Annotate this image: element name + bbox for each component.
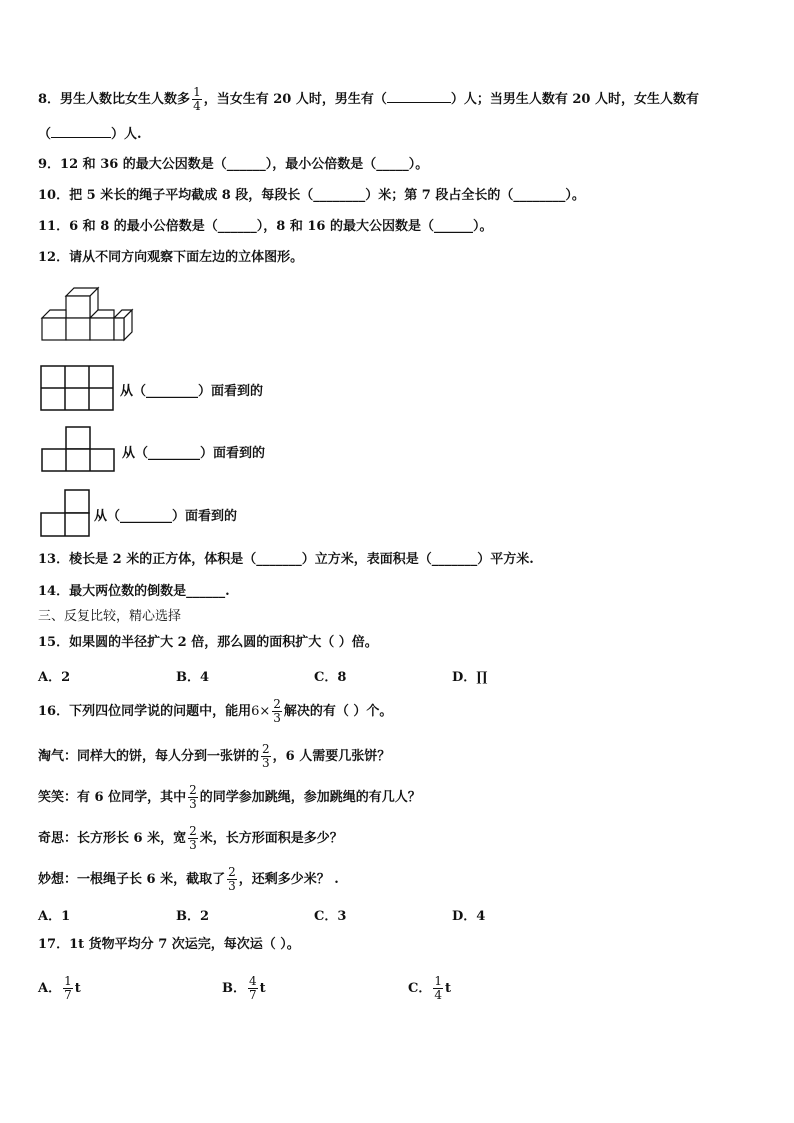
statement-text: 妙想：一根绳子长 6 米，截取了 — [38, 872, 226, 887]
answer-blank[interactable] — [51, 124, 111, 138]
question-8-line2 — [38, 124, 142, 144]
numerator: 2 — [273, 697, 281, 711]
fraction — [192, 86, 202, 113]
fraction — [227, 866, 237, 893]
statement-text: ，6 人需要几张饼？ — [272, 749, 391, 764]
view-grid-2 — [40, 426, 116, 472]
statement-text: 淘气：同样大的饼，每人分到一张饼的 — [38, 749, 260, 764]
question-text: 男生人数比女生人数多 — [60, 92, 191, 107]
statement-text: 米，长方形面积是多少？ — [199, 831, 343, 846]
section-heading: 三、反复比较，精心选择 — [38, 609, 182, 624]
question-13: 13．棱长是 2 米的正方体，体积是（_______）立方米，表面积是（_______）平方米. — [38, 552, 534, 567]
numerator: 4 — [249, 974, 257, 988]
answer-blank[interactable] — [387, 89, 451, 103]
fraction — [63, 975, 73, 1002]
view-label-1: 从（________）面看到的 — [120, 384, 264, 399]
question-text: ）人；当男生人数有 20 人时，女生人数有 — [450, 92, 700, 107]
option-b[interactable]: B．2 — [176, 909, 210, 924]
unit: t — [259, 981, 266, 996]
fraction — [433, 975, 443, 1002]
question-text: 16．下列四位同学说的问题中，能用 — [38, 704, 252, 719]
denominator: 7 — [249, 988, 257, 1002]
numerator: 1 — [64, 974, 72, 988]
question-17: 17．1t 货物平均分 7 次运完，每次运（ ）。 — [38, 937, 300, 952]
numerator: 1 — [434, 974, 442, 988]
fraction — [261, 743, 271, 770]
statement-text: 奇思：长方形长 6 米，宽 — [38, 831, 187, 846]
option-a[interactable] — [38, 975, 81, 1002]
question-12-title: 12．请从不同方向观察下面左边的立体图形。 — [38, 250, 304, 265]
view-label-2: 从（________）面看到的 — [122, 446, 266, 461]
denominator: 3 — [189, 797, 197, 811]
question-15: 15．如果圆的半径扩大 2 倍，那么圆的面积扩大（ ）倍。 — [38, 635, 378, 650]
question-text: ，当女生有 20 人时，男生有（ — [203, 92, 387, 107]
denominator: 3 — [228, 879, 236, 893]
view-grid-1 — [40, 365, 114, 411]
numerator: 2 — [189, 783, 197, 797]
option-a[interactable]: A．1 — [38, 909, 71, 924]
numerator: 2 — [189, 824, 197, 838]
cube-stack-figure — [40, 286, 136, 344]
option-b[interactable] — [222, 975, 266, 1002]
question-text: 解决的有（ ）个。 — [283, 704, 393, 719]
statement-qisi — [38, 825, 343, 852]
statement-text: ，还剩多少米？ . — [238, 872, 339, 887]
question-number: 8． — [38, 92, 61, 107]
option-letter: C． — [408, 981, 432, 996]
statement-taoqi — [38, 743, 390, 770]
option-d[interactable]: D．4 — [452, 909, 486, 924]
unit: t — [445, 981, 452, 996]
fraction — [188, 784, 198, 811]
option-a[interactable]: A．2 — [38, 670, 71, 685]
option-d[interactable]: D．∏ — [452, 670, 488, 685]
option-c[interactable]: C．3 — [314, 909, 347, 924]
question-16 — [38, 698, 392, 725]
denominator: 3 — [189, 838, 197, 852]
question-14: 14．最大两位数的倒数是______. — [38, 584, 230, 599]
option-letter: A． — [38, 981, 62, 996]
option-letter: B． — [222, 981, 246, 996]
denominator: 3 — [273, 711, 281, 725]
denominator: 7 — [64, 988, 72, 1002]
statement-text: 笑笑：有 6 位同学，其中 — [38, 790, 187, 805]
denominator: 4 — [193, 99, 201, 113]
numerator: 2 — [262, 742, 270, 756]
option-b[interactable]: B．4 — [176, 670, 210, 685]
denominator: 3 — [262, 756, 270, 770]
statement-xiaoxiao — [38, 784, 421, 811]
math-expression: 6× — [251, 704, 271, 719]
statement-miaoxiang — [38, 866, 339, 893]
option-c[interactable] — [408, 975, 451, 1002]
numerator: 1 — [193, 85, 201, 99]
view-label-3: 从（________）面看到的 — [94, 509, 238, 524]
question-8-line1 — [38, 86, 699, 113]
option-c[interactable]: C．8 — [314, 670, 347, 685]
denominator: 4 — [434, 988, 442, 1002]
question-11: 11．6 和 8 的最小公倍数是（______），8 和 16 的最大公因数是（______）。 — [38, 219, 493, 234]
unit: t — [74, 981, 81, 996]
statement-text: 的同学参加跳绳，参加跳绳的有几人？ — [199, 790, 421, 805]
fraction — [248, 975, 258, 1002]
question-10: 10．把 5 米长的绳子平均截成 8 段，每段长（________）米；第 7 段占全长的（________）。 — [38, 188, 585, 203]
question-text: ）人. — [111, 127, 142, 142]
view-grid-3 — [40, 489, 92, 537]
numerator: 2 — [228, 865, 236, 879]
fraction — [272, 698, 282, 725]
fraction — [188, 825, 198, 852]
question-9: 9．12 和 36 的最大公因数是（______），最小公倍数是（_____）。 — [38, 157, 429, 172]
question-text: （ — [38, 127, 52, 142]
